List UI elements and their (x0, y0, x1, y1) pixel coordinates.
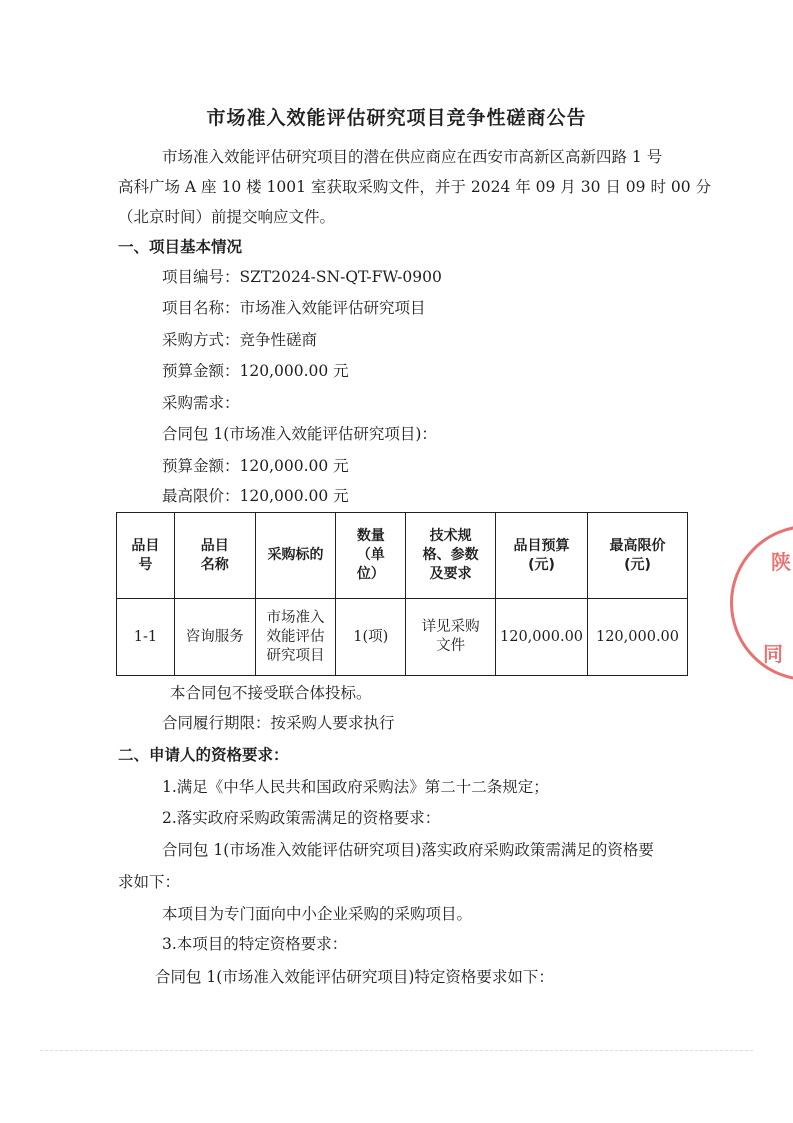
section-2-heading: 二、申请人的资格要求： (118, 746, 289, 764)
cell-quantity: 1(项) (336, 599, 406, 676)
footer-divider (40, 1050, 753, 1051)
project-name: 项目名称：市场准入效能评估研究项目 (162, 299, 426, 317)
header-spec: 技术规 格、参数 及要求 (406, 513, 496, 599)
project-number: 项目编号：SZT2024-SN-QT-FW-0900 (162, 268, 442, 286)
page-title: 市场准入效能评估研究项目竞争性磋商公告 (206, 107, 587, 129)
table-row (117, 599, 688, 676)
cell-limit: 120,000.00 (588, 599, 688, 676)
intro-line-2: 高科广场 A 座 10 楼 1001 室获取采购文件，并于 2024 年 09 月 30 日 09 时 00 分 (118, 178, 712, 196)
intro-line-3: （北京时间）前提交响应文件。 (118, 208, 336, 226)
requirement-3-detail: 合同包 1(市场准入效能评估研究项目)特定资格要求如下： (155, 968, 554, 986)
cell-item-no: 1-1 (117, 599, 175, 676)
requirement-3: 3.本项目的特定资格要求： (162, 935, 348, 953)
requirements-table (116, 512, 688, 676)
official-seal (730, 525, 793, 681)
budget-amount: 预算金额：120,000.00 元 (162, 362, 349, 380)
cell-item-name: 咨询服务 (174, 599, 255, 676)
header-limit: 最高限价 (元) (588, 513, 688, 599)
requirement-2-detail-line-2: 求如下： (118, 873, 181, 891)
header-item-name: 品目 名称 (174, 513, 255, 599)
package-limit: 最高限价：120,000.00 元 (162, 487, 349, 505)
header-subject: 采购标的 (255, 513, 336, 599)
contract-period: 合同履行期限：按采购人要求执行 (162, 714, 395, 732)
header-item-no: 品目 号 (117, 513, 175, 599)
seal-char-1: 陕 (771, 550, 791, 574)
procurement-method: 采购方式：竞争性磋商 (162, 331, 318, 349)
no-consortium-note: 本合同包不接受联合体投标。 (170, 684, 372, 702)
sme-note: 本项目为专门面向中小企业采购的采购项目。 (162, 905, 473, 923)
cell-spec: 详见采购 文件 (406, 599, 496, 676)
requirement-1: 1.满足《中华人民共和国政府采购法》第二十二条规定； (162, 778, 549, 796)
procurement-demand: 采购需求： (162, 394, 240, 412)
header-budget: 品目预算 (元) (496, 513, 588, 599)
section-1-heading: 一、项目基本情况 (118, 238, 243, 256)
contract-package: 合同包 1(市场准入效能评估研究项目)： (162, 425, 437, 443)
cell-subject: 市场准入 效能评估 研究项目 (255, 599, 336, 676)
cell-budget: 120,000.00 (496, 599, 588, 676)
header-quantity: 数量 （单 位） (336, 513, 406, 599)
intro-line-1: 市场准入效能评估研究项目的潜在供应商应在西安市高新区高新四路 1 号 (162, 148, 663, 166)
requirement-2: 2.落实政府采购政策需满足的资格要求： (162, 809, 441, 827)
table-header-row (117, 513, 688, 599)
requirement-2-detail-line-1: 合同包 1(市场准入效能评估研究项目)落实政府采购政策需满足的资格要 (162, 841, 654, 859)
seal-char-2: 同 (763, 642, 783, 666)
package-budget: 预算金额：120,000.00 元 (162, 457, 349, 475)
